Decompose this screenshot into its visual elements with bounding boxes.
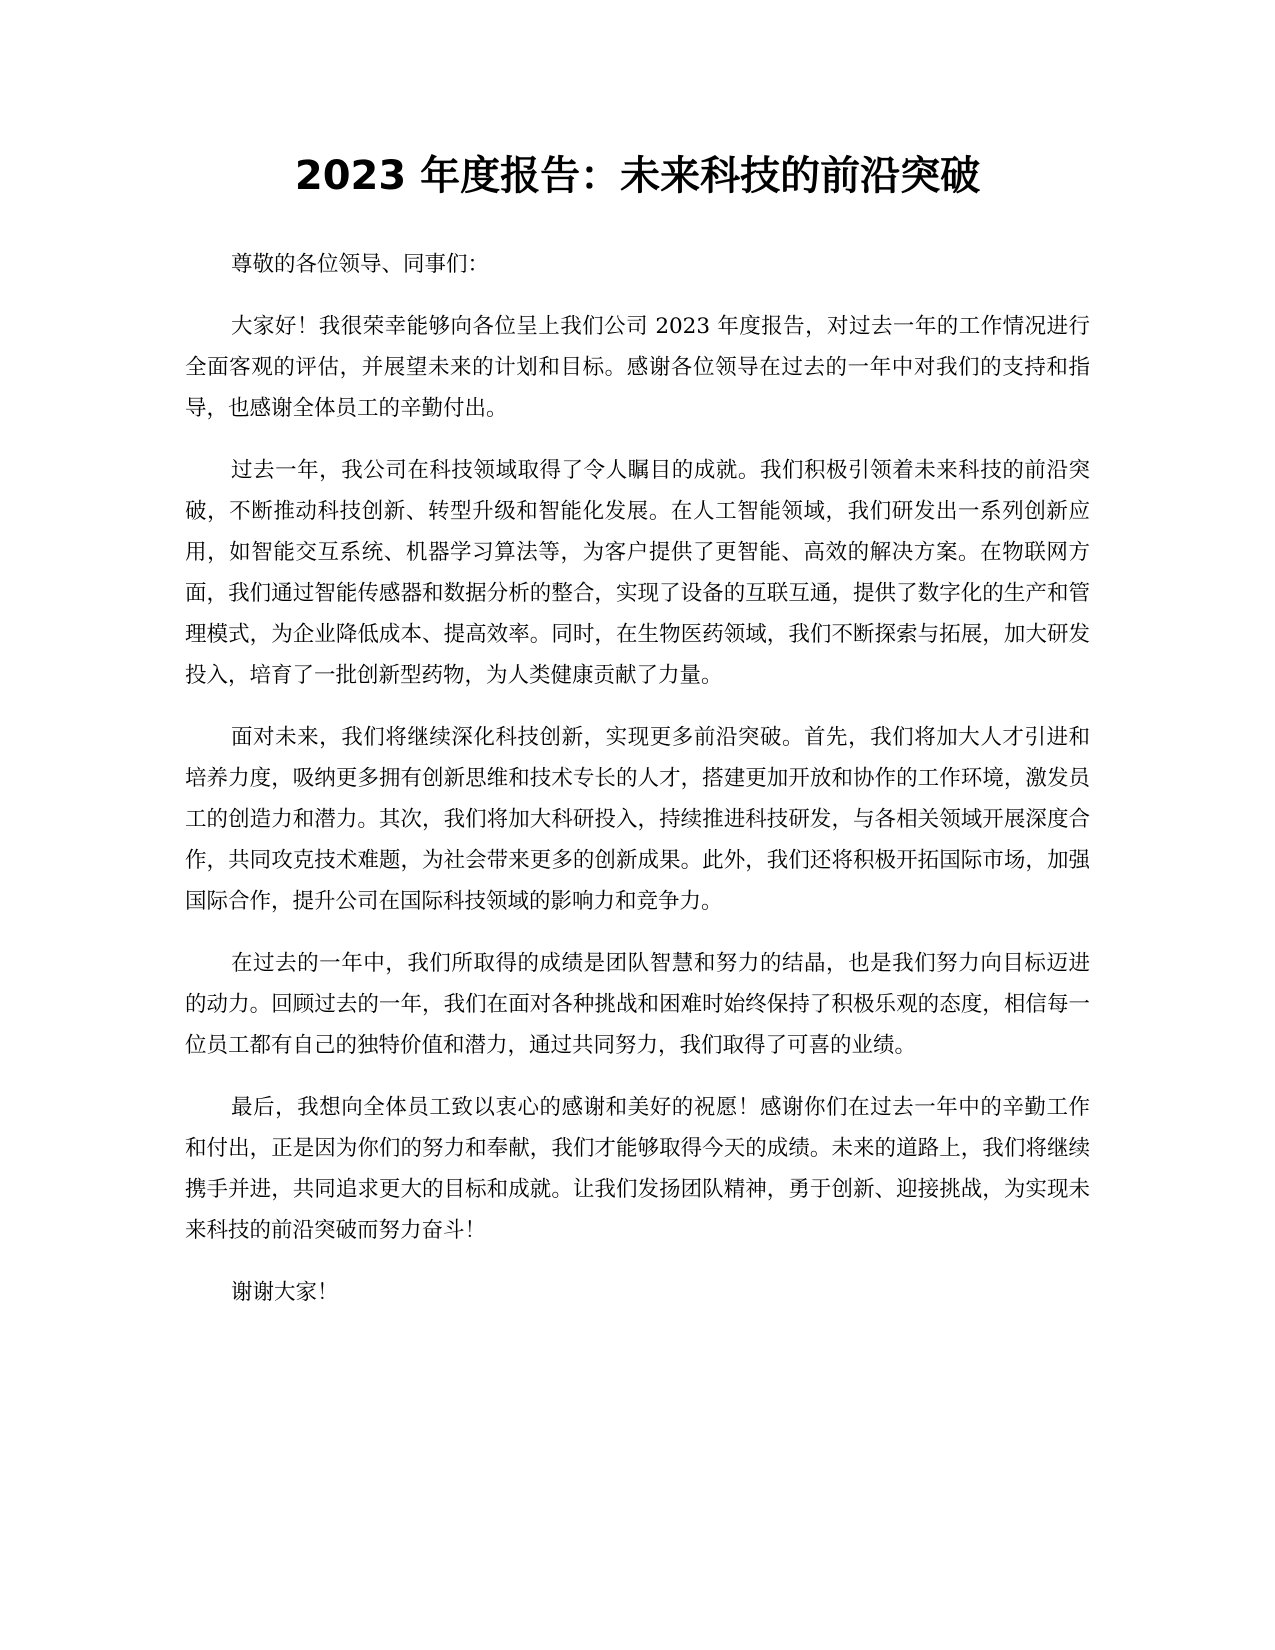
future-plans-paragraph: 面对未来，我们将继续深化科技创新，实现更多前沿突破。首先，我们将加大人才引进和培养力度，吸纳更多拥有创新思维和技术专长的人才，搭建更加开放和协作的工作环境，激发员工的创造力和潜力。其次，我们将加大科研投入，持续推进科技研发，与各相关领域开展深度合作，共同攻克技术难题，为社会带来更多的创新成果。此外，我们还将积极开拓国际市场，加强国际合作，提升公司在国际科技领域的影响力和竞争力。: [185, 725, 1090, 914]
closing-paragraph: 谢谢大家！: [231, 1280, 339, 1305]
intro-paragraph: 大家好！我很荣幸能够向各位呈上我们公司 2023 年度报告，对过去一年的工作情况进行全面客观的评估，并展望未来的计划和目标。感谢各位领导在过去的一年中对我们的支持和指导，也感谢全体员工的辛勤付出。: [185, 314, 1090, 421]
thanks-paragraph: 最后，我想向全体员工致以衷心的感谢和美好的祝愿！感谢你们在过去一年中的辛勤工作和付出，正是因为你们的努力和奉献，我们才能够取得今天的成绩。未来的道路上，我们将继续携手并进，共同追求更大的目标和成就。让我们发扬团队精神，勇于创新、迎接挑战，为实现未来科技的前沿突破而努力奋斗！: [185, 1095, 1090, 1243]
document-body: [185, 244, 1090, 1334]
reflection-paragraph: 在过去的一年中，我们所取得的成绩是团队智慧和努力的结晶，也是我们努力向目标迈进的动力。回顾过去的一年，我们在面对各种挑战和困难时始终保持了积极乐观的态度，相信每一位员工都有自己的独特价值和潜力，通过共同努力，我们取得了可喜的业绩。: [185, 951, 1090, 1058]
salutation-paragraph: 尊敬的各位领导、同事们：: [231, 252, 490, 277]
document-title: 2023 年度报告：未来科技的前沿突破: [294, 153, 981, 199]
achievements-paragraph: 过去一年，我公司在科技领域取得了令人瞩目的成就。我们积极引领着未来科技的前沿突破，不断推动科技创新、转型升级和智能化发展。在人工智能领域，我们研发出一系列创新应用，如智能交互系统、机器学习算法等，为客户提供了更智能、高效的解决方案。在物联网方面，我们通过智能传感器和数据分析的整合，实现了设备的互联互通，提供了数字化的生产和管理模式，为企业降低成本、提高效率。同时，在生物医药领域，我们不断探索与拓展，加大研发投入，培育了一批创新型药物，为人类健康贡献了力量。: [185, 458, 1090, 688]
